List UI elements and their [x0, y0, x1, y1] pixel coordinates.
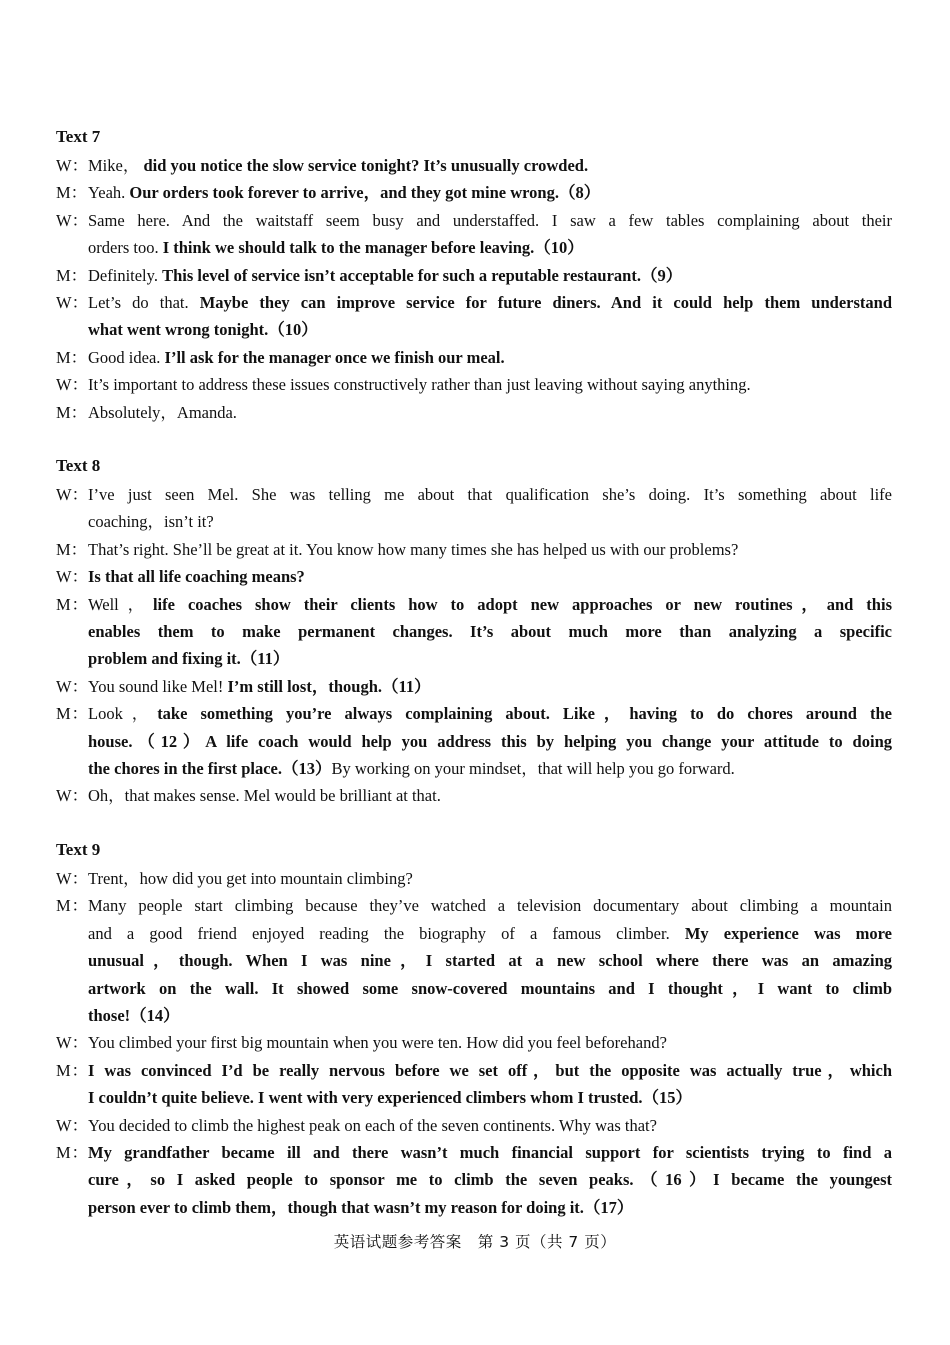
- speaker-label: M：: [56, 704, 88, 724]
- dialogue-line: [56, 1029, 892, 1056]
- dialogue-text: and a good friend enjoyed reading the biography of a famous climber.: [88, 923, 685, 943]
- answer-text: cure，so I asked people to sponsor me to climb the seven peaks.（16）I became the youngest: [88, 1170, 892, 1190]
- speaker-label: W：: [56, 1033, 89, 1053]
- answer-text: I think we should talk to the manager before leaving.（10）: [162, 238, 584, 258]
- dialogue-line: [56, 1112, 892, 1139]
- dialogue-line: [56, 782, 892, 809]
- dialogue-line: [56, 673, 892, 700]
- speaker-label: W：: [56, 1115, 89, 1135]
- speaker-label: W：: [56, 210, 89, 230]
- section-title: Text 7: [56, 127, 101, 146]
- dialogue-line: [88, 1084, 892, 1111]
- speaker-label: W：: [56, 156, 89, 175]
- dialogue-text: orders too.: [88, 238, 163, 258]
- answer-text: take something you’re always complaining about. Like，having to do chores around the: [157, 704, 892, 724]
- dialogue-line: [88, 975, 892, 1002]
- dialogue-line: [56, 207, 892, 234]
- dialogue-text: Oh，that makes sense. Mel would be brilliant at that.: [88, 786, 441, 806]
- speaker-label: M：: [56, 896, 88, 916]
- dialogue-text: Good idea.: [88, 347, 165, 367]
- answer-text: I’m still lost，though.（11）: [227, 676, 431, 696]
- answer-text: the chores in the first place.（13）: [88, 759, 332, 778]
- dialogue-text: Trent，how did you get into mountain climbing?: [88, 869, 413, 888]
- speaker-label: W：: [56, 786, 89, 806]
- dialogue-text: I’ve just seen Mel. She was telling me about that qualification she’s doing. It’s something about life: [88, 485, 892, 504]
- speaker-label: W：: [56, 869, 89, 888]
- dialogue-text: Look，: [88, 704, 158, 724]
- answer-text: artwork on the wall. It showed some snow-covered mountains and I thought，I want to climb: [88, 978, 892, 998]
- speaker-label: M：: [56, 347, 88, 367]
- speaker-label: M：: [56, 1143, 88, 1162]
- page-footer: 英语试题参考答案 第 3 页（共 7 页）: [333, 1233, 617, 1251]
- speaker-label: W：: [56, 375, 89, 395]
- dialogue-text: Definitely.: [88, 265, 163, 285]
- dialogue-line: [56, 1057, 892, 1084]
- speaker-label: M：: [56, 539, 88, 559]
- dialogue-line: [88, 645, 892, 672]
- dialogue-text: You climbed your first big mountain when you were ten. How did you feel beforehand?: [88, 1033, 667, 1053]
- answer-text: what went wrong tonight.（10）: [88, 320, 318, 340]
- dialogue-line: [56, 1139, 892, 1166]
- dialogue-line: [56, 399, 892, 426]
- section-title: Text 9: [56, 840, 101, 859]
- dialogue-text: Many people start climbing because they’ve watched a television documentary about climbing a mountain: [88, 896, 892, 916]
- dialogue-text: By working on your mindset，that will help you go forward.: [331, 759, 735, 778]
- dialogue-text: coaching，isn’t it?: [88, 512, 214, 532]
- dialogue-line: [88, 755, 892, 782]
- dialogue-line: [56, 536, 892, 563]
- speaker-label: M：: [56, 1060, 88, 1080]
- dialogue-text: Well，: [88, 594, 153, 614]
- dialogue-text: Same here. And the waitstaff seem busy and understaffed. I saw a few tables complaining about their: [88, 210, 892, 230]
- answer-text: Our orders took forever to arrive，and they got mine wrong.（8）: [129, 183, 601, 203]
- answer-text: I was convinced I’d be really nervous before we set off，but the opposite was actually true，which: [88, 1060, 892, 1080]
- speaker-label: W：: [56, 676, 89, 696]
- dialogue-line: [88, 728, 892, 755]
- answer-text: person ever to climb them，though that wasn’t my reason for doing it.（17）: [88, 1197, 634, 1217]
- dialogue-line: [56, 152, 892, 179]
- dialogue-text: Yeah.: [88, 183, 130, 203]
- dialogue-text: It’s important to address these issues constructively rather than just leaving without saying anything.: [88, 375, 751, 395]
- answer-text: unusual，though. When I was nine，I started at a new school where there was an amazing: [88, 951, 892, 971]
- dialogue-line: [88, 1002, 892, 1029]
- dialogue-line: [88, 1166, 892, 1193]
- dialogue-line: [56, 289, 892, 316]
- dialogue-line: [88, 508, 892, 535]
- answer-text: Maybe they can improve service for future diners. And it could help them understand: [199, 293, 893, 312]
- speaker-label: M：: [56, 183, 88, 203]
- dialogue-line: [88, 947, 892, 974]
- speaker-label: W：: [56, 485, 89, 504]
- dialogue-line: [56, 262, 892, 289]
- dialogue-text: You decided to climb the highest peak on each of the seven continents. Why was that?: [88, 1115, 657, 1135]
- dialogue-line: [88, 1194, 892, 1221]
- dialogue-line: [88, 316, 892, 343]
- answer-text: My grandfather became ill and there wasn’t much financial support for scientists trying to find a: [88, 1143, 892, 1162]
- answer-text: those!（14）: [88, 1006, 180, 1025]
- dialogue-line: [56, 179, 892, 206]
- speaker-label: M：: [56, 594, 88, 614]
- speaker-label: M：: [56, 265, 88, 285]
- answer-text: enables them to make permanent changes. It’s about much more than analyzing a specific: [88, 622, 892, 641]
- dialogue-line: [56, 700, 892, 727]
- dialogue-line: [88, 920, 892, 947]
- answer-text: problem and fixing it.（11）: [88, 649, 290, 669]
- dialogue-text: You sound like Mel!: [88, 676, 228, 696]
- dialogue-line: [88, 234, 892, 261]
- dialogue-line: [56, 481, 892, 508]
- dialogue-text: Let’s do that.: [88, 293, 200, 312]
- answer-text: life coaches show their clients how to adopt new approaches or new routines，and this: [152, 594, 892, 614]
- answer-text: My experience was more: [684, 923, 893, 943]
- answer-text: did you notice the slow service tonight? It’s unusually crowded.: [139, 156, 589, 175]
- answer-text: Is that all life coaching means?: [88, 567, 305, 587]
- speaker-label: W：: [56, 293, 89, 312]
- answer-text: This level of service isn’t acceptable for such a reputable restaurant.（9）: [162, 265, 683, 285]
- dialogue-line: [88, 618, 892, 645]
- dialogue-line: [56, 371, 892, 398]
- dialogue-text: That’s right. She’ll be great at it. You know how many times she has helped us with our problems?: [88, 539, 739, 559]
- answer-text: house.（12）A life coach would help you address this by helping you change your attitude to doing: [88, 731, 892, 751]
- answer-text: I’ll ask for the manager once we finish our meal.: [164, 347, 505, 367]
- dialogue-text: Absolutely，Amanda.: [88, 402, 237, 422]
- dialogue-line: [56, 344, 892, 371]
- dialogue-line: [56, 563, 892, 590]
- dialogue-text: Mike，: [88, 156, 140, 175]
- dialogue-line: [56, 892, 892, 919]
- answer-text: I couldn’t quite believe. I went with very experienced climbers whom I trusted.（15）: [88, 1088, 693, 1108]
- section-title: Text 8: [56, 456, 101, 475]
- dialogue-line: [56, 591, 892, 618]
- speaker-label: W：: [56, 567, 89, 587]
- dialogue-line: [56, 865, 892, 892]
- speaker-label: M：: [56, 402, 88, 422]
